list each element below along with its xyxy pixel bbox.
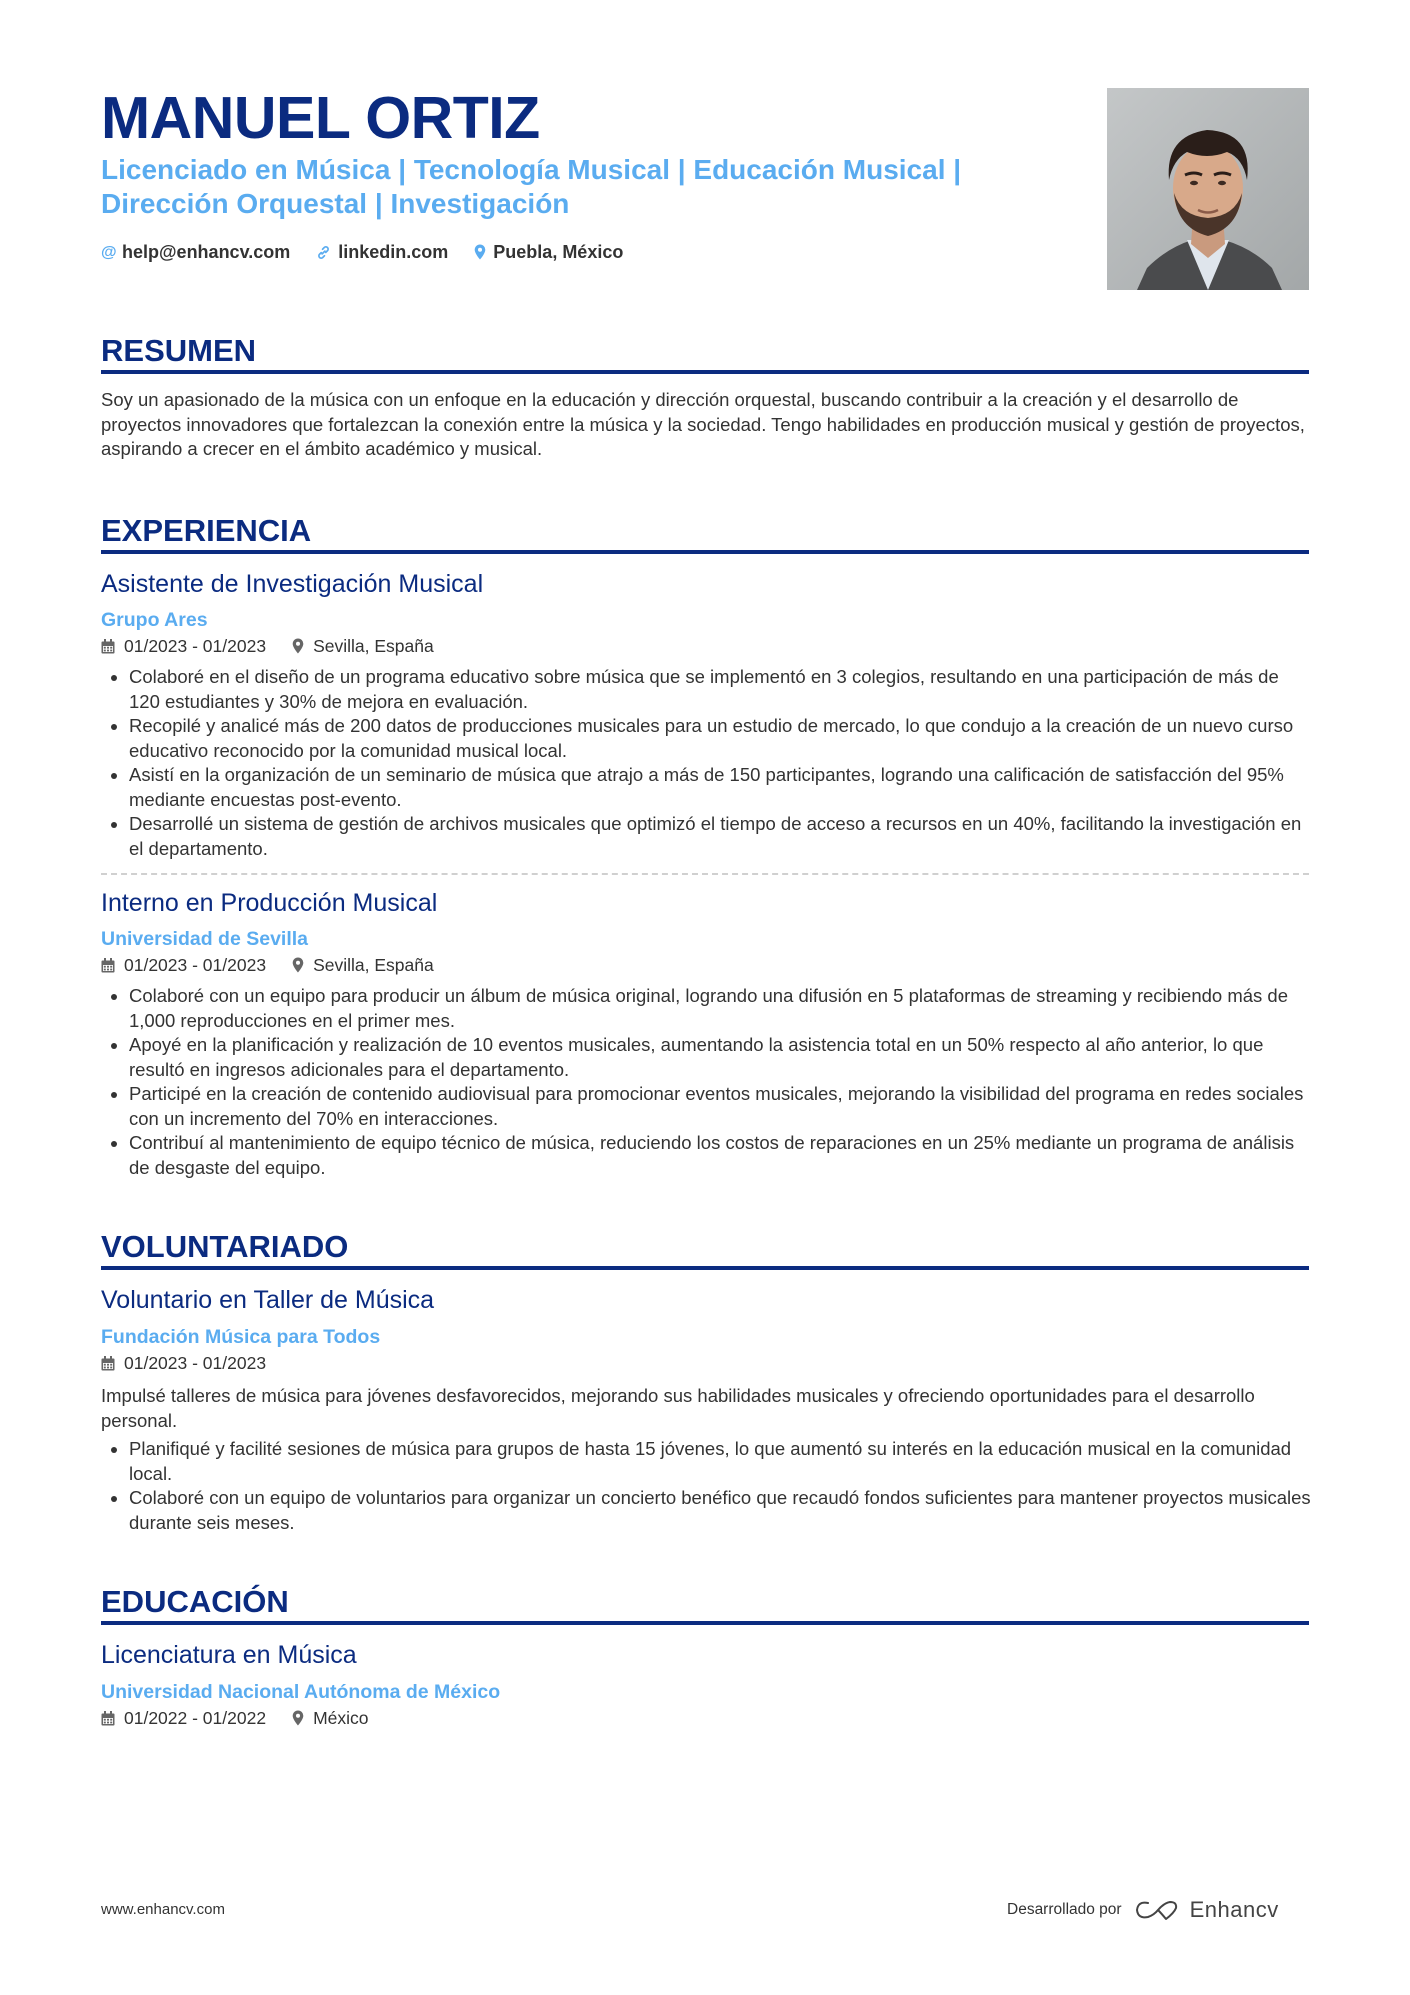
- map-pin-icon: [474, 244, 486, 260]
- summary-text: Soy un apasionado de la música con un enfoque en la educación y dirección orquestal, buscando contribuir a la creación y el desarrollo de proyectos innovadores que fortalezcan la conexión entre la música y la sociedad. Tengo habilidades en producción musical y gestión de proyectos, aspirando a crecer en el ámbito académico y musical.: [101, 389, 1305, 459]
- at-icon: [101, 244, 115, 260]
- contact-email[interactable]: [101, 242, 290, 263]
- education-meta: [101, 1707, 369, 1729]
- job-meta: [101, 954, 434, 976]
- email-text: help@enhancv.com: [122, 241, 291, 262]
- profile-photo: [1107, 88, 1309, 290]
- volunteer-meta: [101, 1352, 266, 1374]
- calendar-icon: [101, 1711, 115, 1726]
- enhancv-brand: Enhancv: [1189, 1897, 1279, 1922]
- job-dates: 01/2023 - 01/2023: [124, 635, 267, 656]
- job-location: Sevilla, España: [313, 635, 434, 656]
- job-meta: [101, 635, 434, 657]
- contact-linkedin[interactable]: [316, 242, 448, 263]
- candidate-name: MANUEL ORTIZ: [101, 85, 540, 151]
- bullet-item: Colaboré con un equipo de voluntarios para organizar un concierto benéfico que recaudó fondos suficientes para mantener proyectos musicales durante seis meses.: [101, 1486, 1311, 1535]
- bullet-item: Asistí en la organización de un seminario de música que atrajo a más de 150 participantes, logrando una calificación de satisfacción del 95% mediante encuestas post-evento.: [101, 763, 1311, 812]
- section-title-experience: EXPERIENCIA: [101, 513, 312, 548]
- calendar-icon: [101, 639, 115, 654]
- bullet-item: Contribuí al mantenimiento de equipo técnico de música, reduciendo los costos de reparaciones en un 25% mediante un programa de análisis de desgaste del equipo.: [101, 1131, 1311, 1180]
- location-text: Puebla, México: [493, 241, 624, 262]
- volunteer-bullets: [101, 1437, 1311, 1535]
- volunteer-description: Impulsé talleres de música para jóvenes desfavorecidos, mejorando sus habilidades musicales y ofreciendo oportunidades para el desarrollo personal.: [101, 1385, 1255, 1431]
- company-name: Universidad de Sevilla: [101, 928, 309, 950]
- job-bullets: [101, 665, 1311, 861]
- map-pin-icon: [292, 638, 304, 654]
- institution-name: Universidad Nacional Autónoma de México: [101, 1681, 501, 1703]
- bullet-item: Apoyé en la planificación y realización de 10 eventos musicales, aumentando la asistencia total en un 50% respecto al año anterior, lo que resultó en ingresos adicionales para el departamento.: [101, 1033, 1311, 1082]
- job-title: Interno en Producción Musical: [101, 889, 438, 917]
- bullet-item: Participé en la creación de contenido audiovisual para promocionar eventos musicales, mejorando la visibilidad del programa en redes sociales con un incremento del 70% en interacciones.: [101, 1082, 1311, 1131]
- section-title-volunteering: VOLUNTARIADO: [101, 1229, 349, 1264]
- link-icon: [316, 245, 331, 260]
- job-title: Asistente de Investigación Musical: [101, 570, 484, 598]
- education-location: México: [313, 1707, 369, 1728]
- headline-line: Licenciado en Música | Tecnología Musical | Educación Musical |: [101, 154, 962, 185]
- enhancv-logo-icon: [1134, 1899, 1180, 1921]
- volunteer-organization: Fundación Música para Todos: [101, 1326, 381, 1348]
- section-title-summary: RESUMEN: [101, 333, 257, 368]
- section-rule: [101, 550, 1309, 554]
- job-location: Sevilla, España: [313, 954, 434, 975]
- map-pin-icon: [292, 957, 304, 973]
- section-title-education: EDUCACIÓN: [101, 1584, 289, 1619]
- entry-divider: [101, 873, 1309, 875]
- map-pin-icon: [292, 1710, 304, 1726]
- section-rule: [101, 1621, 1309, 1625]
- calendar-icon: [101, 958, 115, 973]
- headline: [101, 153, 1001, 221]
- footer-website[interactable]: www.enhancv.com: [101, 1901, 225, 1918]
- bullet-item: Recopilé y analicé más de 200 datos de producciones musicales para un estudio de mercado, lo que condujo a la creación de un nuevo curso educativo reconocido por la comunidad musical local.: [101, 714, 1311, 763]
- volunteer-dates: 01/2023 - 01/2023: [124, 1352, 267, 1373]
- bullet-item: Planifiqué y facilité sesiones de música para grupos de hasta 15 jóvenes, lo que aumentó su interés en la educación musical en la comunidad local.: [101, 1437, 1311, 1486]
- powered-by-text: Desarrollado por: [1007, 1901, 1122, 1918]
- volunteer-role: Voluntario en Taller de Música: [101, 1286, 435, 1314]
- section-rule: [101, 1266, 1309, 1270]
- job-dates: 01/2023 - 01/2023: [124, 954, 267, 975]
- bullet-item: Colaboré con un equipo para producir un álbum de música original, logrando una difusión en 5 plataformas de streaming y recibiendo más de 1,000 reproducciones en el primer mes.: [101, 984, 1311, 1033]
- education-dates: 01/2022 - 01/2022: [124, 1707, 267, 1728]
- company-name: Grupo Ares: [101, 609, 208, 631]
- linkedin-text: linkedin.com: [338, 241, 449, 262]
- degree-title: Licenciatura en Música: [101, 1641, 357, 1669]
- job-bullets: [101, 984, 1311, 1180]
- contact-location: [474, 242, 623, 263]
- contact-row: [101, 240, 649, 264]
- footer-branding: [1007, 1897, 1279, 1923]
- bullet-item: Colaboré en el diseño de un programa educativo sobre música que se implementó en 3 colegios, resultando en una participación de más de 120 estudiantes y 30% de mejora en evaluación.: [101, 665, 1311, 714]
- headline-line: Dirección Orquestal | Investigación: [101, 188, 570, 219]
- bullet-item: Desarrollé un sistema de gestión de archivos musicales que optimizó el tiempo de acceso a recursos en un 40%, facilitando la investigación en el departamento.: [101, 812, 1311, 861]
- svg-text:@: @: [101, 244, 117, 261]
- section-rule: [101, 370, 1309, 374]
- calendar-icon: [101, 1356, 115, 1371]
